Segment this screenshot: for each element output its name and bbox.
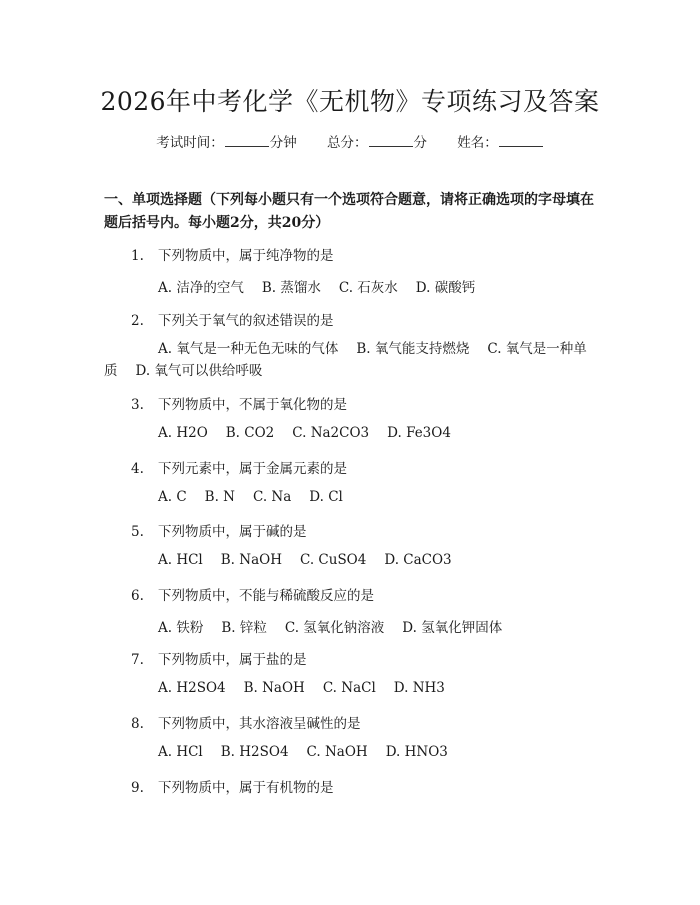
exam-time-unit: 分钟: [269, 135, 297, 151]
option-d: D. 氧气可以供给呼吸: [135, 363, 263, 379]
answer-options: [158, 276, 493, 296]
option-a: A. C: [158, 489, 187, 505]
question-stem: [131, 648, 307, 668]
question-text: 下列物质中，属于纯净物的是: [158, 248, 334, 264]
question-stem: [131, 712, 361, 732]
total-score-unit: 分: [413, 135, 427, 151]
exam-info-line: [0, 131, 700, 151]
section-heading: 一、单项选择题（下列每小题只有一个选项符合题意，请将正确选项的字母填在题后括号内。每小题2分，共20分）: [104, 192, 594, 231]
option-d: D. Fe3O4: [387, 425, 451, 441]
option-a: A. 氧气是一种无色无味的气体: [158, 341, 339, 357]
option-d: D. Cl: [309, 489, 343, 505]
question-stem: [131, 520, 307, 540]
option-b: B. NaOH: [243, 680, 305, 696]
question-text: 下列物质中，不属于氧化物的是: [158, 397, 347, 413]
option-b: B. N: [204, 489, 235, 505]
question-stem: [131, 393, 347, 413]
student-name-blank: [499, 134, 543, 147]
option-b: B. CO2: [225, 425, 275, 441]
exam-time-field: [156, 135, 301, 151]
student-name-field: [457, 135, 544, 151]
question-text: 下列元素中，属于金属元素的是: [158, 461, 347, 477]
question-number: 9.: [131, 780, 144, 796]
option-d: D. 氢氧化钾固体: [402, 620, 503, 636]
option-c: C. 氧气是一种单质: [104, 341, 587, 379]
option-a: A. 铁粉: [158, 620, 204, 636]
page-title: 2026年中考化学《无机物》专项练习及答案: [100, 87, 600, 116]
option-d: D. NH3: [393, 680, 445, 696]
answer-options: [158, 680, 463, 696]
option-d: D. 碳酸钙: [415, 280, 476, 296]
option-c: C. CuSO4: [299, 552, 367, 568]
question-stem: [131, 244, 334, 264]
option-a: A. H2SO4: [158, 680, 226, 696]
option-b: B. 氧气能支持燃烧: [356, 341, 470, 357]
question-text: 下列物质中，属于碱的是: [158, 524, 307, 540]
question-number: 6.: [131, 588, 144, 604]
option-a: A. HCl: [158, 552, 203, 568]
answer-options: [158, 552, 470, 568]
question-text: 下列物质中，其水溶液呈碱性的是: [158, 716, 361, 732]
answer-options: [158, 489, 361, 505]
total-score-label: 总分：: [327, 135, 368, 151]
question-stem: [131, 457, 347, 477]
question-stem: [131, 584, 374, 604]
option-b: B. 蒸馏水: [261, 280, 321, 296]
option-a: A. H2O: [158, 425, 208, 441]
question-number: 1.: [131, 248, 144, 264]
total-score-blank: [369, 134, 413, 147]
question-number: 8.: [131, 716, 144, 732]
option-c: C. 石灰水: [338, 280, 398, 296]
answer-options: [158, 425, 469, 441]
question-number: 2.: [131, 313, 144, 329]
option-c: C. Na: [253, 489, 292, 505]
question-text: 下列关于氧气的叙述错误的是: [158, 313, 334, 329]
question-text: 下列物质中，不能与稀硫酸反应的是: [158, 588, 374, 604]
question-number: 7.: [131, 652, 144, 668]
exam-time-blank: [225, 134, 269, 147]
option-c: C. NaCl: [322, 680, 376, 696]
total-score-field: [327, 135, 431, 151]
option-b: B. NaOH: [220, 552, 282, 568]
answer-options: [158, 616, 520, 636]
question-stem: [131, 776, 334, 796]
question-number: 4.: [131, 461, 144, 477]
option-c: C. Na2CO3: [292, 425, 370, 441]
student-name-label: 姓名：: [457, 135, 498, 151]
option-d: D. HNO3: [385, 744, 448, 760]
answer-options: [104, 338, 596, 382]
option-b: B. H2SO4: [220, 744, 289, 760]
option-a: A. HCl: [158, 744, 203, 760]
question-text: 下列物质中，属于盐的是: [158, 652, 307, 668]
exam-time-label: 考试时间：: [156, 135, 224, 151]
question-number: 5.: [131, 524, 144, 540]
answer-options: [158, 744, 466, 760]
option-a: A. 洁净的空气: [158, 280, 244, 296]
option-c: C. 氢氧化钠溶液: [284, 620, 385, 636]
question-number: 3.: [131, 397, 144, 413]
question-stem: [131, 309, 334, 329]
option-b: B. 锌粒: [221, 620, 267, 636]
option-d: D. CaCO3: [384, 552, 452, 568]
option-c: C. NaOH: [306, 744, 368, 760]
question-text: 下列物质中，属于有机物的是: [158, 780, 334, 796]
